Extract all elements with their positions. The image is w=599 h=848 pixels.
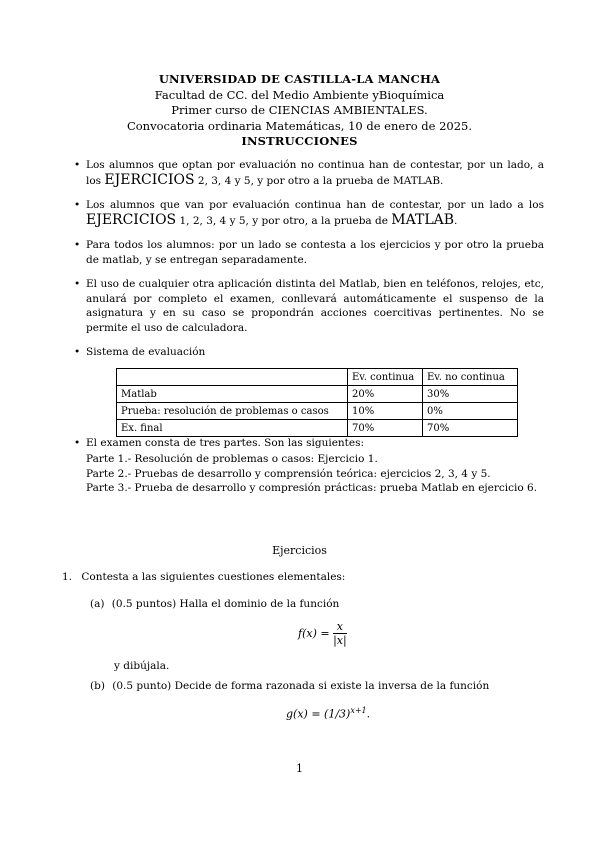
instruction-emphasis: MATLAB (391, 211, 455, 228)
instruction-item (62, 238, 544, 267)
instruction-text: El examen consta de tres partes. Son las siguientes: (86, 436, 365, 449)
instruction-text: . (454, 214, 458, 227)
table-cell: 30% (423, 386, 518, 403)
instruction-item (62, 198, 544, 228)
table-cell: 10% (348, 403, 423, 420)
table-cell: Matlab (117, 386, 348, 403)
instruction-item (62, 345, 544, 360)
exercise-number: 1. (62, 571, 73, 583)
evaluation-table (116, 368, 518, 437)
instruction-text: Los alumnos que optan por evaluación no continua han de contestar, por un lado, a los (86, 159, 544, 187)
table-cell: Ex. final (117, 420, 348, 437)
instruction-text: El uso de cualquier otra aplicación distinta del Matlab, bien en teléfonos, relojes, etc, anulará por completo el examen, conllevará automáticamente el suspenso de la asignatura y en su caso se propondrán acciones coercitivas pertinentes. No se permite el uso de calculadora. (86, 278, 544, 334)
table-cell: 70% (423, 420, 518, 437)
table-row (117, 403, 518, 420)
question-label: (a) (90, 598, 105, 610)
question-text: (0.5 punto) Decide de forma razonada si existe la inversa de la función (112, 680, 490, 692)
table-header-row (117, 369, 518, 386)
instruction-text: Los alumnos que van por evaluación continua han de contestar, por un lado a los (86, 199, 544, 211)
instruction-item (62, 158, 544, 188)
bullet-icon: • (74, 278, 81, 290)
exercise-prompt: Contesta a las siguientes cuestiones elementales: (81, 571, 346, 583)
instruction-text: 2, 3, 4 y 5, y por otro a la prueba de MATLAB. (194, 174, 444, 187)
question-a (90, 598, 339, 610)
exam-part: Parte 3.- Prueba de desarrollo y compresión prácticas: prueba Matlab en ejercicio 6. (86, 482, 538, 494)
university-name: UNIVERSIDAD DE CASTILLA-LA MANCHA (158, 72, 441, 86)
bullet-icon: • (74, 436, 81, 449)
formula-lhs: f(x) = (298, 627, 334, 640)
table-header-cell: Ev. continua (348, 369, 423, 386)
bullet-icon: • (74, 239, 81, 251)
fraction (333, 620, 347, 647)
formula-base: g(x) = (1/3) (286, 707, 351, 721)
table-row (117, 386, 518, 403)
exam-part: Parte 1.- Resolución de problemas o casos: Ejercicio 1. (86, 453, 378, 465)
bullet-icon: • (74, 159, 81, 171)
exercises-title: Ejercicios (272, 544, 327, 557)
question-label: (b) (90, 680, 105, 692)
fraction-numerator: x (333, 620, 347, 634)
instruction-text: Para todos los alumnos: por un lado se contesta a los ejercicios y por otro la prueba de matlab, y se entregan separadamente. (86, 239, 544, 266)
faculty-name: Facultad de CC. del Medio Ambiente yBioquímica (154, 87, 445, 102)
formula-f (298, 620, 347, 647)
table-row (117, 420, 518, 437)
question-b (90, 680, 489, 692)
table-header-cell (117, 369, 348, 386)
instructions-title: INSTRUCCIONES (241, 134, 358, 148)
exam-parts (86, 452, 544, 496)
instruction-text: Sistema de evaluación (86, 346, 206, 358)
instruction-item (62, 277, 544, 335)
instruction-text: 1, 2, 3, 4 y 5, y por otro, a la prueba de (176, 214, 392, 227)
exam-header (0, 72, 599, 150)
instruction-item (62, 436, 544, 496)
instructions-list (62, 158, 544, 506)
instruction-emphasis: EJERCICIOS (104, 171, 195, 188)
instruction-emphasis: EJERCICIOS (86, 211, 177, 228)
exercise-1 (62, 570, 544, 585)
fraction-denominator: |x| (333, 634, 347, 647)
formula-end: . (366, 707, 371, 721)
exam-part: Parte 2.- Pruebas de desarrollo y comprensión teórica: ejercicios 2, 3, 4 y 5. (86, 467, 491, 480)
course-name: Primer curso de CIENCIAS AMBIENTALES. (171, 103, 428, 117)
table-header-cell: Ev. no continua (423, 369, 518, 386)
table-cell: 70% (348, 420, 423, 437)
bullet-icon: • (74, 199, 81, 211)
exam-session: Convocatoria ordinaria Matemáticas, 10 de enero de 2025. (126, 118, 473, 133)
table-cell: Prueba: resolución de problemas o casos (117, 403, 348, 420)
formula-g (286, 706, 370, 721)
bullet-icon: • (74, 346, 81, 358)
table-cell: 20% (348, 386, 423, 403)
formula-exponent: x+1 (350, 706, 367, 715)
question-text: (0.5 puntos) Halla el dominio de la función (111, 598, 340, 610)
table-cell: 0% (423, 403, 518, 420)
page-number: 1 (296, 762, 303, 775)
question-a-continuation: y dibújala. (114, 660, 170, 672)
